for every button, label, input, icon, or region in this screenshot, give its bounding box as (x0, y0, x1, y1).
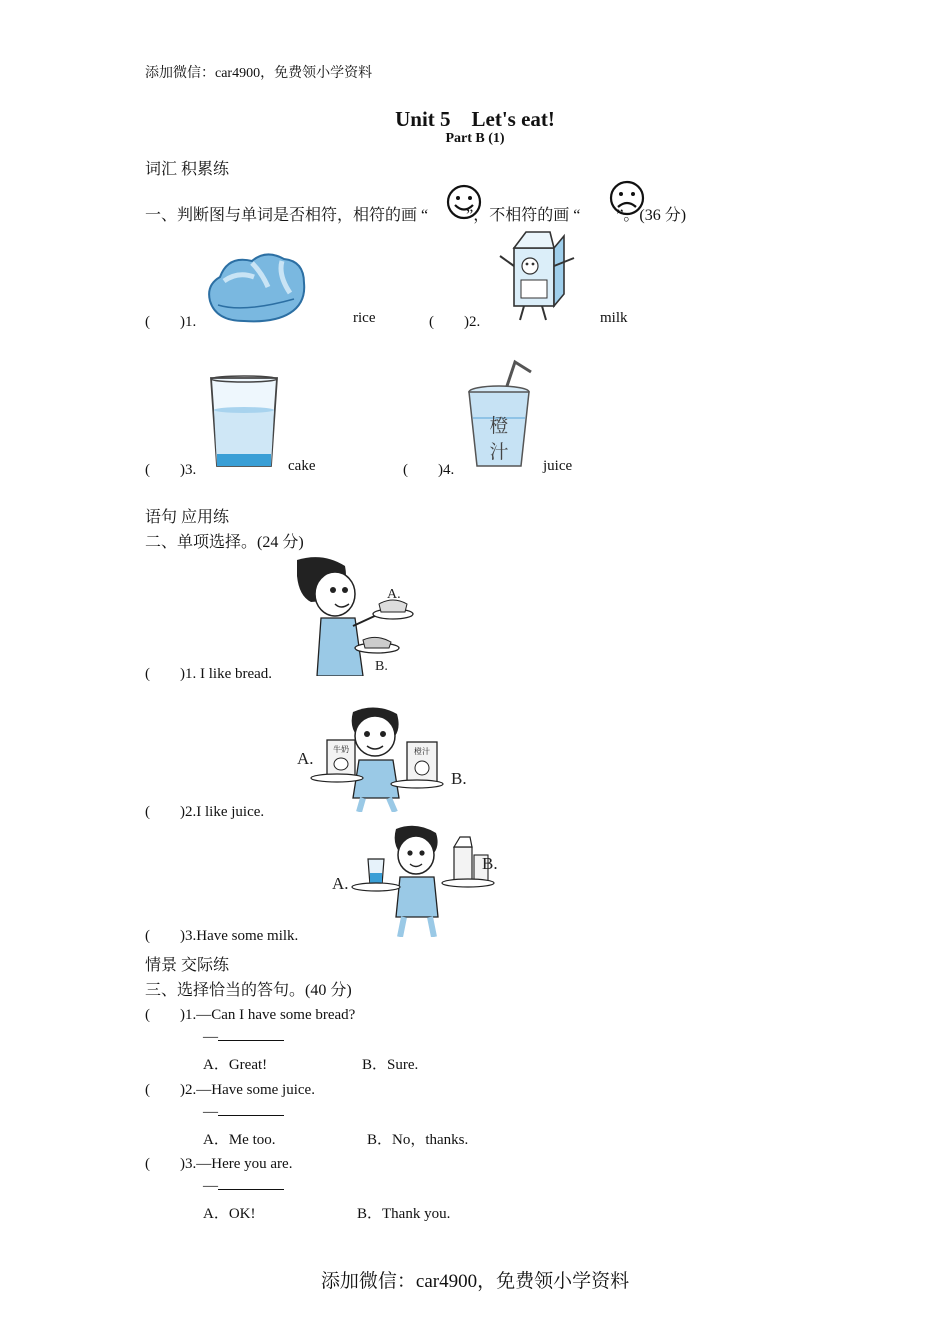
girl-with-boxes-image (291, 704, 475, 812)
juice-cup-char-1: 橙 (489, 415, 509, 437)
answer-blank-line (218, 1103, 284, 1116)
s2-question1: ( )1. I like bread. (145, 666, 273, 682)
water-glass-image (205, 374, 283, 472)
section1-heading (145, 202, 686, 225)
s3-answer3-blank (203, 1177, 284, 1195)
milk-carton-image (494, 226, 580, 324)
s2-question3: ( )3.Have some milk. (145, 928, 299, 944)
section3-heading: 三、选择恰当的答句。(40 分) (145, 982, 352, 999)
s3-answer1-blank (203, 1028, 284, 1046)
s3-answer2-dash: — (203, 1104, 218, 1120)
section1-heading-part-b: ”，不相符的画 “ (466, 207, 581, 224)
page-title: Unit 5 Let's eat! (395, 107, 555, 131)
bread-image (204, 247, 308, 325)
s3-q2-option-a: A．Me too. (203, 1132, 276, 1148)
s3-q3-option-b: B．Thank you. (357, 1206, 451, 1222)
s3-question2: ( )2.—Have some juice. (145, 1082, 315, 1098)
milk-box-label: 牛奶 (333, 745, 349, 754)
juice-cup-char-2: 汁 (489, 441, 509, 463)
footer-note: 添加微信：car4900，免费领小学资料 (320, 1271, 630, 1292)
s3-q1-option-b: B．Sure. (362, 1057, 419, 1073)
s3-q3-option-a: A．OK! (203, 1206, 256, 1222)
juice-cup-image (465, 358, 537, 470)
frown-face-icon (607, 180, 647, 218)
s1-item2-word: milk (600, 310, 628, 326)
juice-box-label: 橙汁 (414, 747, 430, 756)
s3-answer1-dash: — (203, 1029, 218, 1045)
s1-item4-word: juice (543, 458, 573, 474)
section1-heading-part-c: ”。(36 分) (616, 207, 687, 224)
s3-question1: ( )1.—Can I have some bread? (145, 1007, 356, 1023)
q3-option-b-label: B. (482, 854, 498, 873)
s3-q1-option-a: A．Great! (203, 1057, 268, 1073)
q1-option-a-label: A. (387, 587, 401, 602)
s3-answer2-blank (203, 1103, 284, 1121)
q2-option-b-label: B. (451, 769, 467, 788)
s3-q2-option-b: B．No，thanks. (367, 1132, 469, 1148)
section3-category: 情景 交际练 (145, 957, 230, 974)
s1-item3-number: ( )3. (145, 462, 197, 478)
q2-option-a-label: A. (297, 749, 314, 768)
s3-answer3-dash: — (203, 1178, 218, 1194)
s1-item2-number: ( )2. (429, 314, 481, 330)
section1-heading-part-a: 一、判断图与单词是否相符，相符的画 “ (145, 207, 429, 224)
section2-heading: 二、单项选择。(24 分) (145, 534, 304, 551)
s1-item1-word: rice (353, 310, 376, 326)
girl-with-milk-image (330, 825, 508, 937)
s1-item1-number: ( )1. (145, 314, 197, 330)
q1-option-b-label: B. (375, 659, 388, 674)
answer-blank-line (218, 1177, 284, 1190)
smiley-face-icon (444, 184, 484, 222)
page-subtitle: Part B (1) (445, 131, 505, 146)
girl-with-plates-image-1 (293, 556, 415, 676)
header-note: 添加微信：car4900，免费领小学资料 (145, 66, 373, 81)
answer-blank-line (218, 1028, 284, 1041)
s3-question3: ( )3.—Here you are. (145, 1156, 293, 1172)
s1-item4-number: ( )4. (403, 462, 455, 478)
s1-item3-word: cake (288, 458, 316, 474)
s2-question2: ( )2.I like juice. (145, 804, 265, 820)
section2-category: 语句 应用练 (145, 509, 230, 526)
q3-option-a-label: A. (332, 874, 349, 893)
section1-category: 词汇 积累练 (145, 161, 230, 178)
